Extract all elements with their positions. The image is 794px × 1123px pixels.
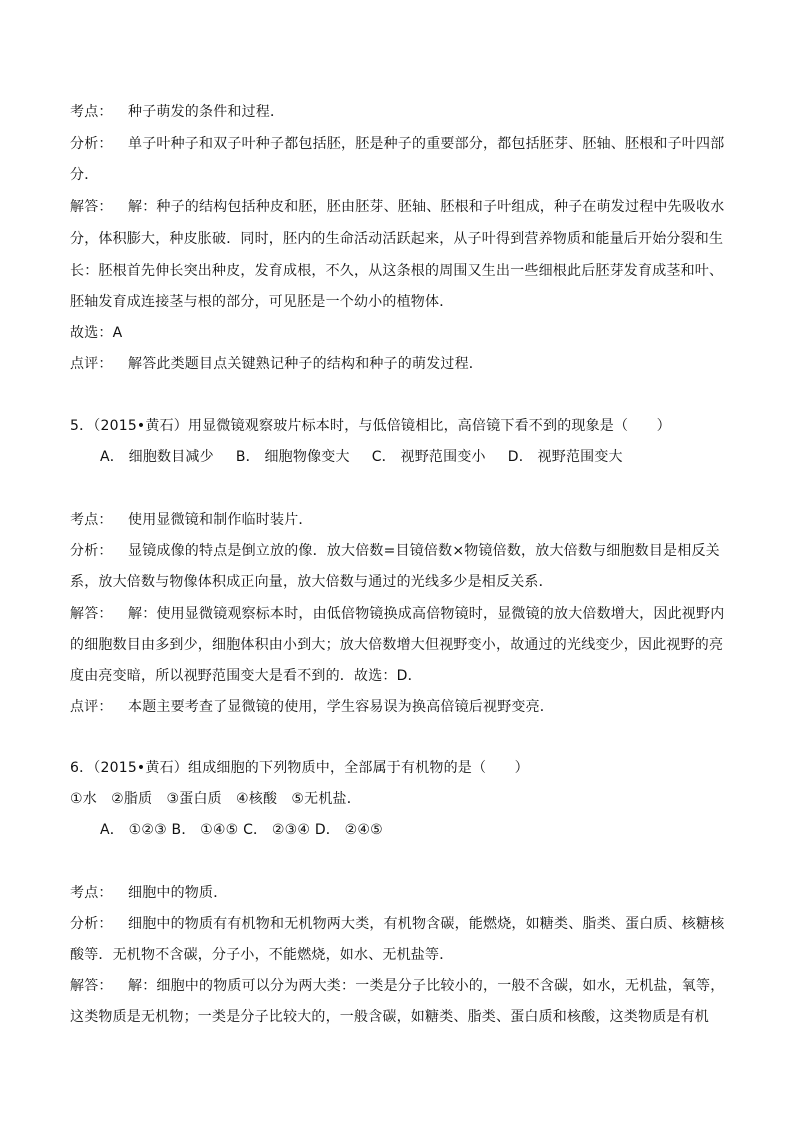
fenxi-text: 显镜成像的特点是倒立放的像．放大倍数=目镜倍数×物镜倍数，放大倍数与细胞数目是相反关 — [128, 543, 720, 559]
fenxi-text: 单子叶种子和双子叶种子都包括胚，胚是种子的重要部分，都包括胚芽、胚轴、胚根和子叶四部 — [128, 136, 725, 152]
question-6-stem — [70, 758, 529, 778]
label: 解答： — [70, 606, 113, 622]
label: 解答： — [70, 199, 113, 215]
option-d: D． 视野范围变大 — [507, 449, 623, 465]
label: 解答： — [70, 978, 113, 994]
fenxi-text: 酸等．无机物不含碳，分子小，不能燃烧，如水、无机盐等． — [70, 947, 454, 963]
kaodian-line-1 — [70, 102, 284, 122]
fenxi-text: 系，放大倍数与物像体积成正向量，放大倍数与通过的光线多少是相反关系． — [70, 574, 553, 590]
kaodian-line-3 — [70, 883, 227, 903]
kaodian-text: 细胞中的物质． — [128, 885, 228, 901]
label: 考点： — [70, 885, 113, 901]
jieda-text: 这类物质是无机物；一类是分子比较大的，一般含碳，如糖类、脂类、蛋白质和核酸，这类物质是有机 — [70, 1009, 709, 1025]
jieda-line-6 — [70, 635, 723, 655]
option-a: A． 细胞数目减少 — [100, 449, 214, 465]
jieda-line-9 — [70, 1007, 709, 1027]
question-stem: 6．（2015•黄石）组成细胞的下列物质中，全部属于有机物的是（ ） — [70, 760, 529, 776]
jieda-line-7 — [70, 666, 422, 686]
question-5-stem — [70, 416, 671, 436]
jieda-line-2 — [70, 229, 723, 249]
dianping-line-2 — [70, 697, 554, 717]
label: 分析： — [70, 916, 113, 932]
jieda-text: 长：胚根首先伸长突出种皮，发育成根，不久，从这条根的周围又生出一些细根此后胚芽发育成茎和叶、 — [70, 263, 724, 279]
question-stem: 5．（2015•黄石）用显微镜观察玻片标本时，与低倍镜相比，高倍镜下看不到的现象是（ ） — [70, 418, 671, 434]
question-5-options — [100, 447, 645, 467]
fenxi-line-3 — [70, 541, 720, 561]
fenxi-line-5 — [70, 914, 724, 934]
option-c: C． 视野范围变小 — [371, 449, 486, 465]
jieda-line-3 — [70, 261, 723, 281]
label: 考点： — [70, 512, 113, 528]
jieda-text: 度由亮变暗，所以视野范围变大是看不到的．故选：D． — [70, 668, 422, 684]
fenxi-line-6 — [70, 945, 453, 965]
label: 分析： — [70, 543, 113, 559]
fenxi-text: 分． — [70, 167, 99, 183]
fenxi-line-2 — [70, 165, 98, 185]
answer-line — [70, 323, 122, 343]
kaodian-text: 种子萌发的条件和过程． — [128, 104, 285, 120]
kaodian-line-2 — [70, 510, 313, 530]
option-b: B． 细胞物像变大 — [235, 449, 350, 465]
jieda-line-5 — [70, 604, 724, 624]
label: 分析： — [70, 136, 113, 152]
question-6-items — [70, 789, 361, 809]
fenxi-line-1 — [70, 134, 724, 154]
kaodian-text: 使用显微镜和制作临时装片． — [128, 512, 313, 528]
fenxi-line-4 — [70, 572, 553, 592]
question-6-options — [100, 820, 383, 840]
answer-text: 故选：A — [70, 325, 123, 341]
jieda-text: 解：种子的结构包括种皮和胚，胚由胚芽、胚轴、胚根和子叶组成，种子在萌发过程中先吸收水 — [128, 199, 725, 215]
dianping-text: 本题主要考查了显微镜的使用，学生容易误为换高倍镜后视野变亮． — [128, 699, 554, 715]
label: 点评： — [70, 699, 113, 715]
question-items: ①水 ②脂质 ③蛋白质 ④核酸 ⑤无机盐． — [70, 791, 361, 807]
options-text: A． ①②③ B． ①④⑤ C． ②③④ D． ②④⑤ — [100, 822, 383, 838]
dianping-text: 解答此类题目点关键熟记种子的结构和种子的萌发过程． — [128, 356, 483, 372]
label: 考点： — [70, 104, 113, 120]
dianping-line-1 — [70, 354, 483, 374]
jieda-line-1 — [70, 197, 724, 217]
label: 点评： — [70, 356, 113, 372]
jieda-line-4 — [70, 292, 453, 312]
jieda-text: 胚轴发育成连接茎与根的部分，可见胚是一个幼小的植物体． — [70, 294, 454, 310]
jieda-text: 解：使用显微镜观察标本时，由低倍物镜换成高倍物镜时，显微镜的放大倍数增大，因此视野内 — [128, 606, 725, 622]
fenxi-text: 细胞中的物质有有机物和无机物两大类，有机物含碳，能燃烧，如糖类、脂类、蛋白质、核糖核 — [128, 916, 725, 932]
jieda-text: 分，体积膨大，种皮胀破．同时，胚内的生命活动活跃起来，从子叶得到营养物质和能量后开始分裂和生 — [70, 231, 724, 247]
jieda-text: 解：细胞中的物质可以分为两大类：一类是分子比较小的，一般不含碳，如水，无机盐，氧等， — [128, 978, 725, 994]
jieda-line-8 — [70, 976, 724, 996]
jieda-text: 的细胞数目由多到少，细胞体积由小到大；放大倍数增大但视野变小，故通过的光线变少，因此视野的亮 — [70, 637, 724, 653]
